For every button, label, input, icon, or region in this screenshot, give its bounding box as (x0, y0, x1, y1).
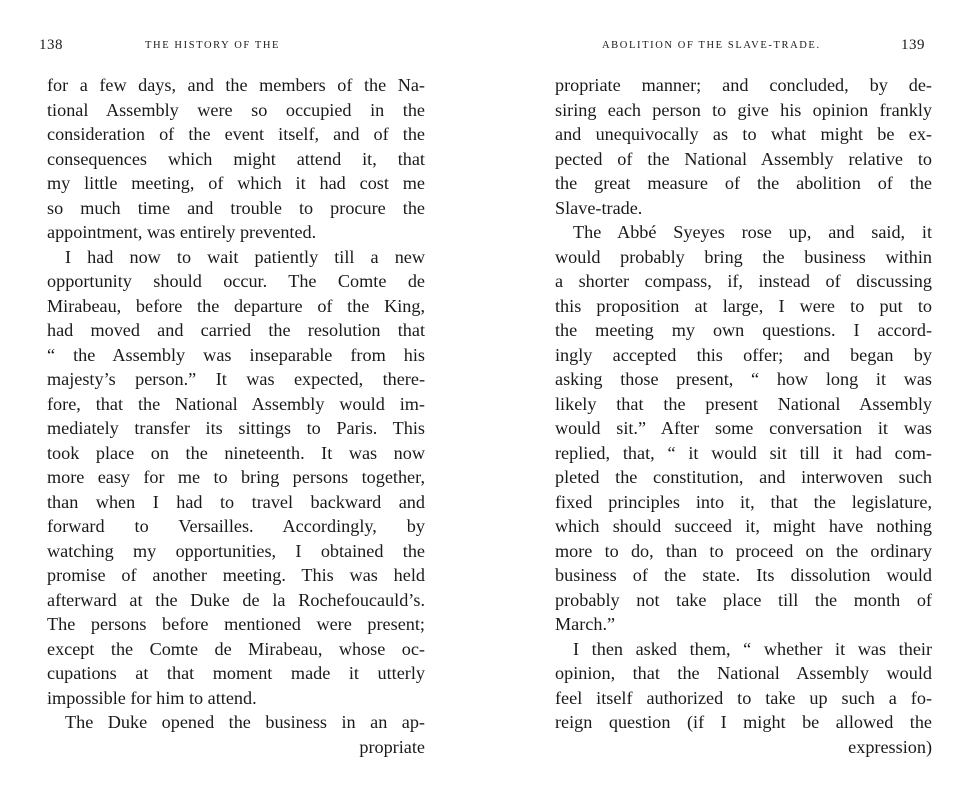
text-line: my little meeting, of which it had cost me (47, 173, 425, 193)
catchword: expression) (848, 736, 932, 757)
text-line: likely that the present National Assembly (555, 393, 932, 414)
left-page-number: 138 (39, 37, 63, 53)
text-line: replied, that, “ it would sit till it had com- (555, 442, 932, 463)
text-line: mediately transfer its sittings to Paris. This (47, 418, 425, 438)
text-line: impossible for him to attend. (47, 687, 257, 708)
text-line: than when I had to travel backward and (47, 491, 425, 512)
left-page-header (0, 37, 490, 57)
right-page-text (555, 73, 932, 759)
text-line: I had now to wait patiently till a new (65, 246, 425, 267)
text-line: probably not take place till the month of (555, 589, 932, 610)
text-line: would sit.” After some conversation it was (555, 418, 932, 438)
right-page-header (490, 37, 980, 57)
text-line: and unequivocally as to what might be ex- (555, 124, 932, 144)
text-line: The Duke opened the business in an ap- (65, 712, 425, 732)
text-line: more to do, than to proceed on the ordinary (555, 540, 932, 561)
text-line: this proposition at large, I were to put to (555, 295, 932, 316)
text-line: March.” (555, 614, 616, 634)
text-line: ingly accepted this offer; and began by (555, 344, 932, 365)
text-line: for a few days, and the members of the Na- (47, 75, 425, 95)
text-line: which should succeed it, might have nothing (555, 516, 932, 536)
text-line: promise of another meeting. This was held (47, 565, 425, 585)
text-line: feel itself authorized to take up such a fo- (555, 687, 932, 708)
text-line: majesty’s person.” It was expected, there- (47, 369, 425, 389)
text-line: so much time and trouble to procure the (47, 197, 425, 218)
right-page (490, 0, 980, 789)
right-running-head: ABOLITION OF THE SLAVE-TRADE. (602, 40, 821, 51)
text-line: Mirabeau, before the departure of the King, (47, 295, 425, 316)
text-line: had moved and carried the resolution that (47, 320, 425, 340)
text-line: the great measure of the abolition of the (555, 173, 932, 193)
text-line: a shorter compass, if, instead of discussing (555, 271, 932, 291)
text-line: afterward at the Duke de la Rochefoucauld’s. (47, 589, 425, 610)
text-line: The Abbé Syeyes rose up, and said, it (573, 222, 932, 242)
text-line: consideration of the event itself, and of the (47, 124, 425, 144)
text-line: opinion, that the National Assembly would (555, 663, 932, 683)
text-line: pleted the constitution, and interwoven such (555, 467, 932, 487)
text-line: propriate manner; and concluded, by de- (555, 75, 932, 95)
left-page-text (47, 73, 425, 759)
text-line: siring each person to give his opinion frankly (555, 99, 932, 120)
text-line: business of the state. Its dissolution would (555, 565, 932, 585)
text-line: appointment, was entirely prevented. (47, 222, 317, 242)
text-line: “ the Assembly was inseparable from his (47, 344, 425, 365)
text-line: I then asked them, “ whether it was their (573, 638, 932, 659)
text-line: asking those present, “ how long it was (555, 369, 932, 389)
text-line: opportunity should occur. The Comte de (47, 271, 425, 291)
text-line: would probably bring the business within (555, 246, 932, 267)
text-line: Slave-trade. (555, 197, 643, 218)
text-line: cupations at that moment made it utterly (47, 663, 425, 683)
text-line: took place on the nineteenth. It was now (47, 442, 425, 463)
right-page-number: 139 (901, 37, 925, 53)
text-line: tional Assembly were so occupied in the (47, 99, 425, 120)
text-line: fore, that the National Assembly would im- (47, 393, 425, 414)
left-running-head: THE HISTORY OF THE (145, 40, 281, 51)
catchword: propriate (359, 736, 425, 757)
text-line: reign question (if I might be allowed the (555, 712, 932, 732)
text-line: forward to Versailles. Accordingly, by (47, 516, 425, 536)
text-line: pected of the National Assembly relative to (555, 148, 932, 169)
text-line: the meeting my own questions. I accord- (555, 320, 932, 340)
text-line: more easy for me to bring persons together, (47, 467, 425, 487)
text-line: except the Comte de Mirabeau, whose oc- (47, 638, 425, 659)
text-line: consequences which might attend it, that (47, 148, 425, 169)
text-line: The persons before mentioned were present; (47, 614, 425, 634)
text-line: fixed principles into it, that the legislature, (555, 491, 932, 512)
text-line: watching my opportunities, I obtained the (47, 540, 425, 561)
